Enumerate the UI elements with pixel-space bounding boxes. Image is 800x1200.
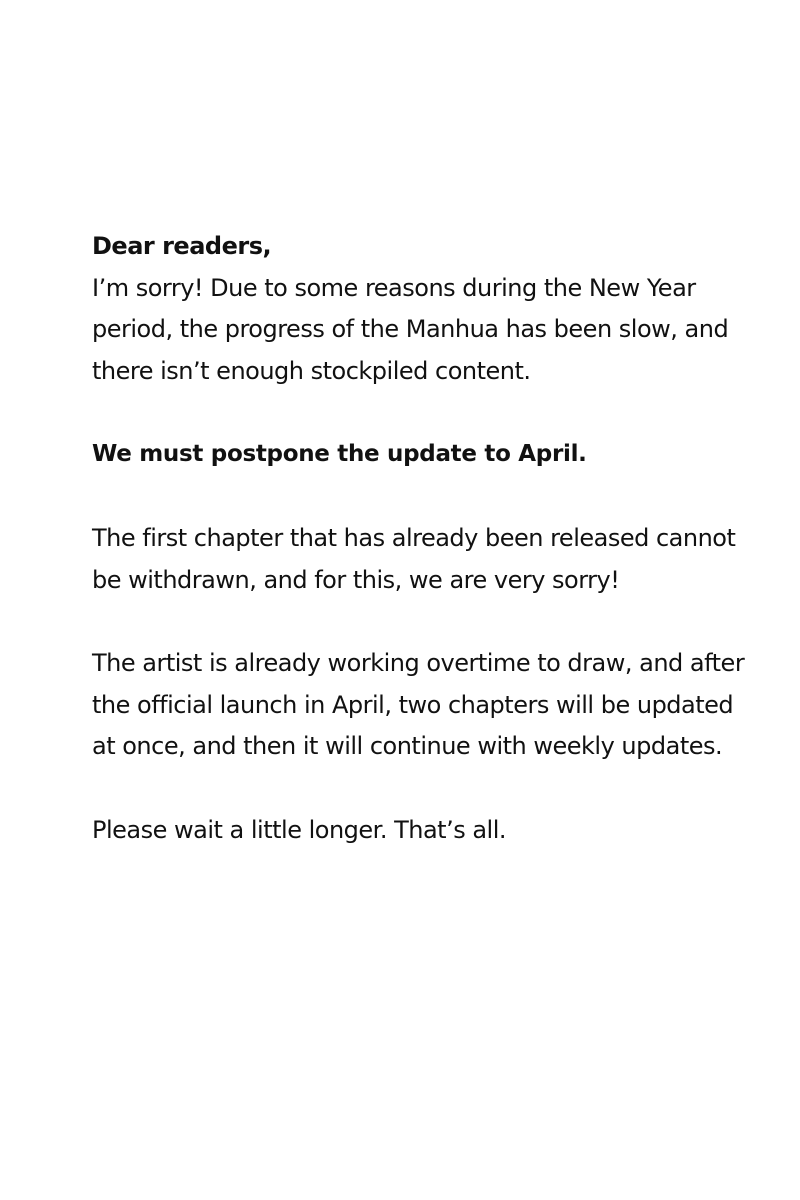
plan-paragraph: The artist is already working overtime to draw, and after the official launch in April, two chapters will be updated at once, and then it will continue with weekly updates.	[92, 649, 745, 761]
announcement-notice	[92, 226, 752, 852]
salutation: Dear readers,	[92, 232, 272, 260]
intro-paragraph: I’m sorry! Due to some reasons during the New Year period, the progress of the Manhua has been slow, and there isn’t enough stockpiled content.	[92, 273, 729, 385]
closing-line: Please wait a little longer. That’s all.	[92, 815, 507, 844]
postponement-statement: We must postpone the update to April.	[92, 441, 587, 468]
apology-paragraph: The first chapter that has already been released cannot be withdrawn, and for this, we are very sorry!	[92, 523, 736, 594]
